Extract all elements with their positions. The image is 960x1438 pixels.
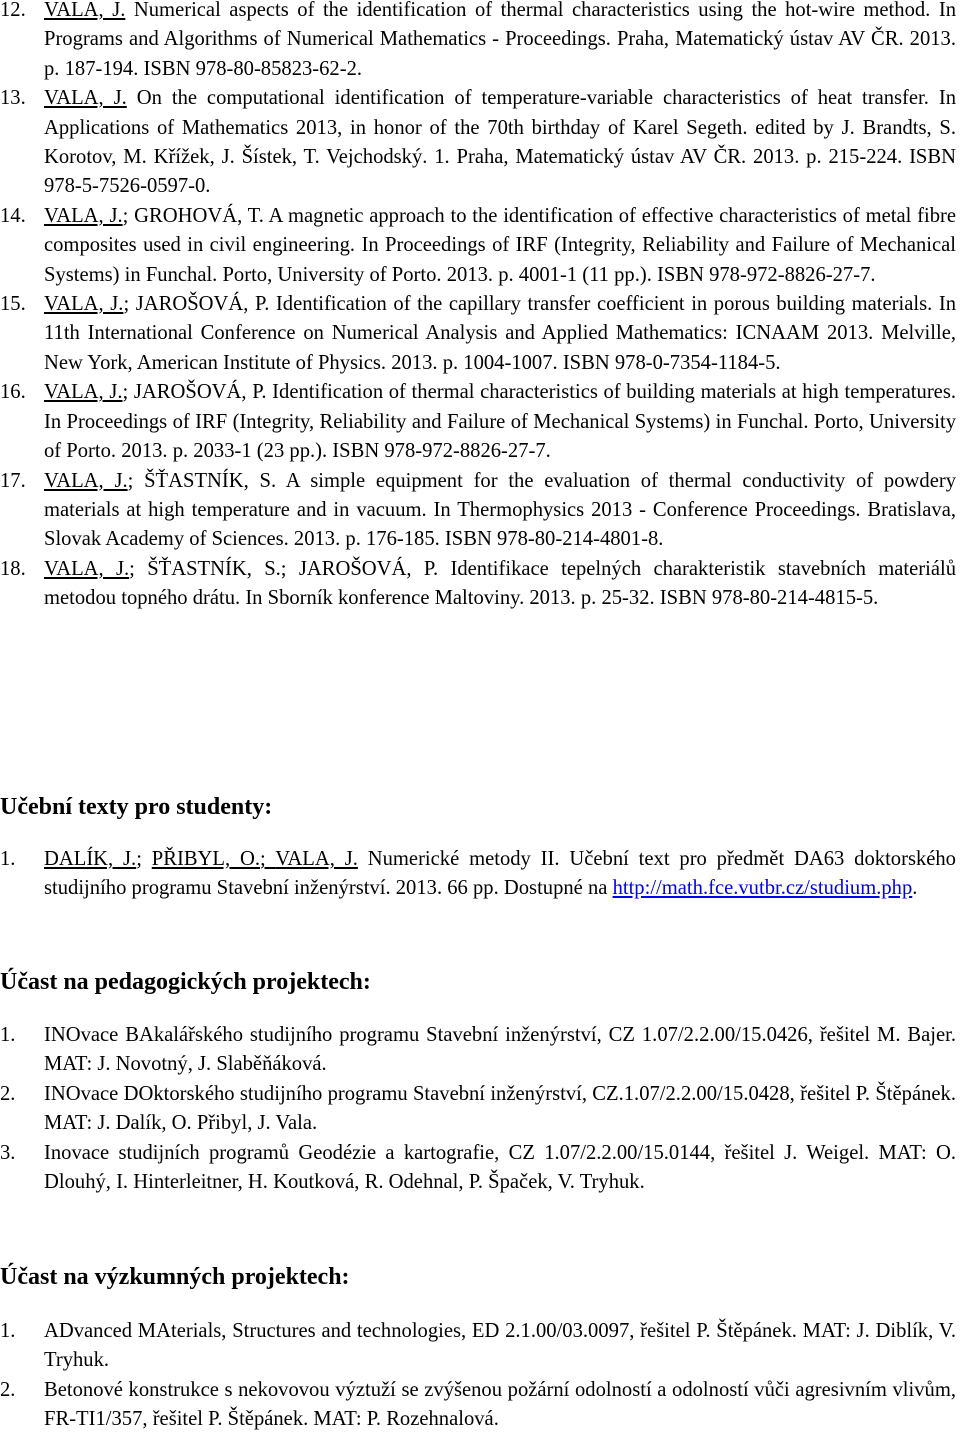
publication-item	[0, 84, 960, 202]
citation-text: ; ŠŤASTNÍK, S.; JAROŠOVÁ, P. Identifikace tepelných charakteristik stavebních materiálů metodou topného drátu. In Sborník konference Maltoviny. 2013. p. 25-32. ISBN 978-80-214-4815-5.	[44, 557, 956, 610]
author-name: VALA, J.	[44, 204, 123, 227]
citation-text: ; ŠŤASTNÍK, S. A simple equipment for the evaluation of thermal conductivity of powdery materials at high temperature and in vacuum. In Thermophysics 2013 - Conference Proceedings. Bratislava, Slovak Academy of Sciences. 2013. p. 176-185. ISBN 978-80-214-4801-8.	[44, 469, 956, 551]
publication-text	[44, 84, 956, 202]
citation-end: .	[912, 877, 918, 900]
author-name: VALA, J.	[44, 293, 124, 316]
author-name: VALA, J.	[44, 469, 128, 492]
author-name: VALA, J.	[44, 87, 127, 110]
publication-text	[44, 202, 956, 290]
research-projects-list	[0, 1317, 960, 1435]
publication-list	[0, 0, 960, 614]
author-name: DALÍK, J.	[44, 848, 137, 870]
publication-item	[0, 290, 960, 378]
item-number: 16.	[0, 381, 26, 404]
item-number: 17.	[0, 469, 26, 492]
project-text: Betonové konstrukce s nekovovou výztuží se zvýšenou požární odolností a odolností vůči agresivním vlivům, FR-TI1/357, řešitel P. Štěpánek. MAT: P. Rozehnalová.	[44, 1378, 956, 1431]
citation-text: ; GROHOVÁ, T. A magnetic approach to the identification of effective characteristics of metal fibre composites used in civil engineering. In Proceedings of IRF (Integrity, Reliability and Failure of Mechanical Systems) in Funchal. Porto, University of Porto. 2013. p. 4001-1 (11 pp.). ISBN 978-972-8826-27-7.	[44, 204, 956, 286]
item-number: 13.	[0, 87, 26, 110]
author-name: VALA, J.	[44, 557, 130, 580]
citation-text: Numerické metody II. Učební text pro předmět DA63 doktorského studijního programu Stavební inženýrství. 2013. 66 pp. Dostupné na	[44, 848, 956, 900]
publication-text	[44, 555, 956, 614]
publication-text	[44, 378, 956, 466]
publication-item	[0, 378, 960, 466]
study-text-citation	[44, 845, 956, 904]
author-name: VALA, J.	[44, 0, 126, 21]
publication-text	[44, 0, 956, 84]
author-name: VALA, J.	[44, 381, 123, 404]
item-number: 2.	[0, 1378, 16, 1401]
publication-text	[44, 290, 956, 378]
publication-item	[0, 555, 960, 614]
citation-text: Numerical aspects of the identification of thermal characteristics using the hot-wire method. In Programs and Algorithms of Numerical Mathematics - Proceedings. Praha, Matematický ústav AV ČR. 2013. p. 187-194. ISBN 978-80-85823-62-2.	[44, 0, 956, 80]
section-heading-research-projects: Účast na výzkumných projektech:	[0, 1264, 350, 1290]
publication-item	[0, 467, 960, 555]
item-number: 15.	[0, 293, 26, 316]
author-name: VALA, J.	[275, 848, 358, 870]
citation-text: On the computational identification of temperature-variable characteristics of heat transfer. In Applications of Mathematics 2013, in honor of the 70th birthday of Karel Segeth. edited by J. Brandts, S. Korotov, M. Křížek, J. Šístek, T. Vejchodský. 1. Praha, Matematický ústav AV ČR. 2013. p. 215-224. ISBN 978-5-7526-0597-0.	[44, 87, 956, 198]
item-number: 14.	[0, 204, 26, 227]
section-heading-study-texts: Učební texty pro studenty:	[0, 794, 273, 820]
publication-item	[0, 202, 960, 290]
study-text-link[interactable]: http://math.fce.vutbr.cz/studium.php	[612, 877, 913, 900]
study-text-item	[0, 845, 960, 904]
item-number: 1.	[0, 1320, 16, 1342]
item-number: 18.	[0, 557, 26, 580]
item-number: 2.	[0, 1082, 16, 1105]
citation-text: ; JAROŠOVÁ, P. Identification of thermal characteristics of building materials at high temperatures. In Proceedings of IRF (Integrity, Reliability and Failure of Mechanical Systems) in Funchal. Porto, University of Porto. 2013. p. 2033-1 (23 pp.). ISBN 978-972-8826-27-7.	[44, 381, 956, 463]
author-separator: ;	[136, 848, 152, 870]
publication-text	[44, 467, 956, 555]
item-number: 3.	[0, 1141, 16, 1164]
project-item	[0, 1317, 960, 1376]
project-text: ADvanced MAterials, Structures and technologies, ED 2.1.00/03.0097, řešitel P. Štěpánek. MAT: J. Diblík, V. Tryhuk.	[44, 1320, 956, 1372]
pedagogical-projects-list	[0, 1021, 960, 1197]
author-name: PŘIBYL, O.	[151, 848, 261, 870]
project-item	[0, 1139, 960, 1198]
project-text: Inovace studijních programů Geodézie a kartografie, CZ 1.07/2.2.00/15.0144, řešitel J. Weigel. MAT: O. Dlouhý, I. Hinterleitner, H. Koutková, R. Odehnal, P. Špaček, V. Tryhuk.	[44, 1141, 956, 1194]
item-number: 1.	[0, 848, 16, 870]
publication-item	[0, 0, 960, 84]
item-number: 1.	[0, 1024, 16, 1046]
section-heading-pedagogical-projects: Účast na pedagogických projektech:	[0, 969, 371, 995]
item-number: 12.	[0, 0, 26, 21]
project-item	[0, 1080, 960, 1139]
author-separator: ;	[260, 848, 276, 870]
project-item	[0, 1021, 960, 1080]
project-text: INOvace BAkalářského studijního programu Stavební inženýrství, CZ 1.07/2.2.00/15.0426, řešitel M. Bajer. MAT: J. Novotný, J. Slaběňáková.	[44, 1024, 956, 1076]
study-texts-list	[0, 845, 960, 904]
project-text: INOvace DOktorského studijního programu Stavební inženýrství, CZ.1.07/2.2.00/15.0428, řešitel P. Štěpánek. MAT: J. Dalík, O. Přibyl, J. Vala.	[44, 1082, 956, 1135]
citation-text: ; JAROŠOVÁ, P. Identification of the capillary transfer coefficient in porous building materials. In 11th International Conference on Numerical Analysis and Applied Mathematics: ICNAAM 2013. Melville, New York, American Institute of Physics. 2013. p. 1004-1007. ISBN 978-0-7354-1184-5.	[44, 293, 956, 374]
project-item	[0, 1376, 960, 1435]
